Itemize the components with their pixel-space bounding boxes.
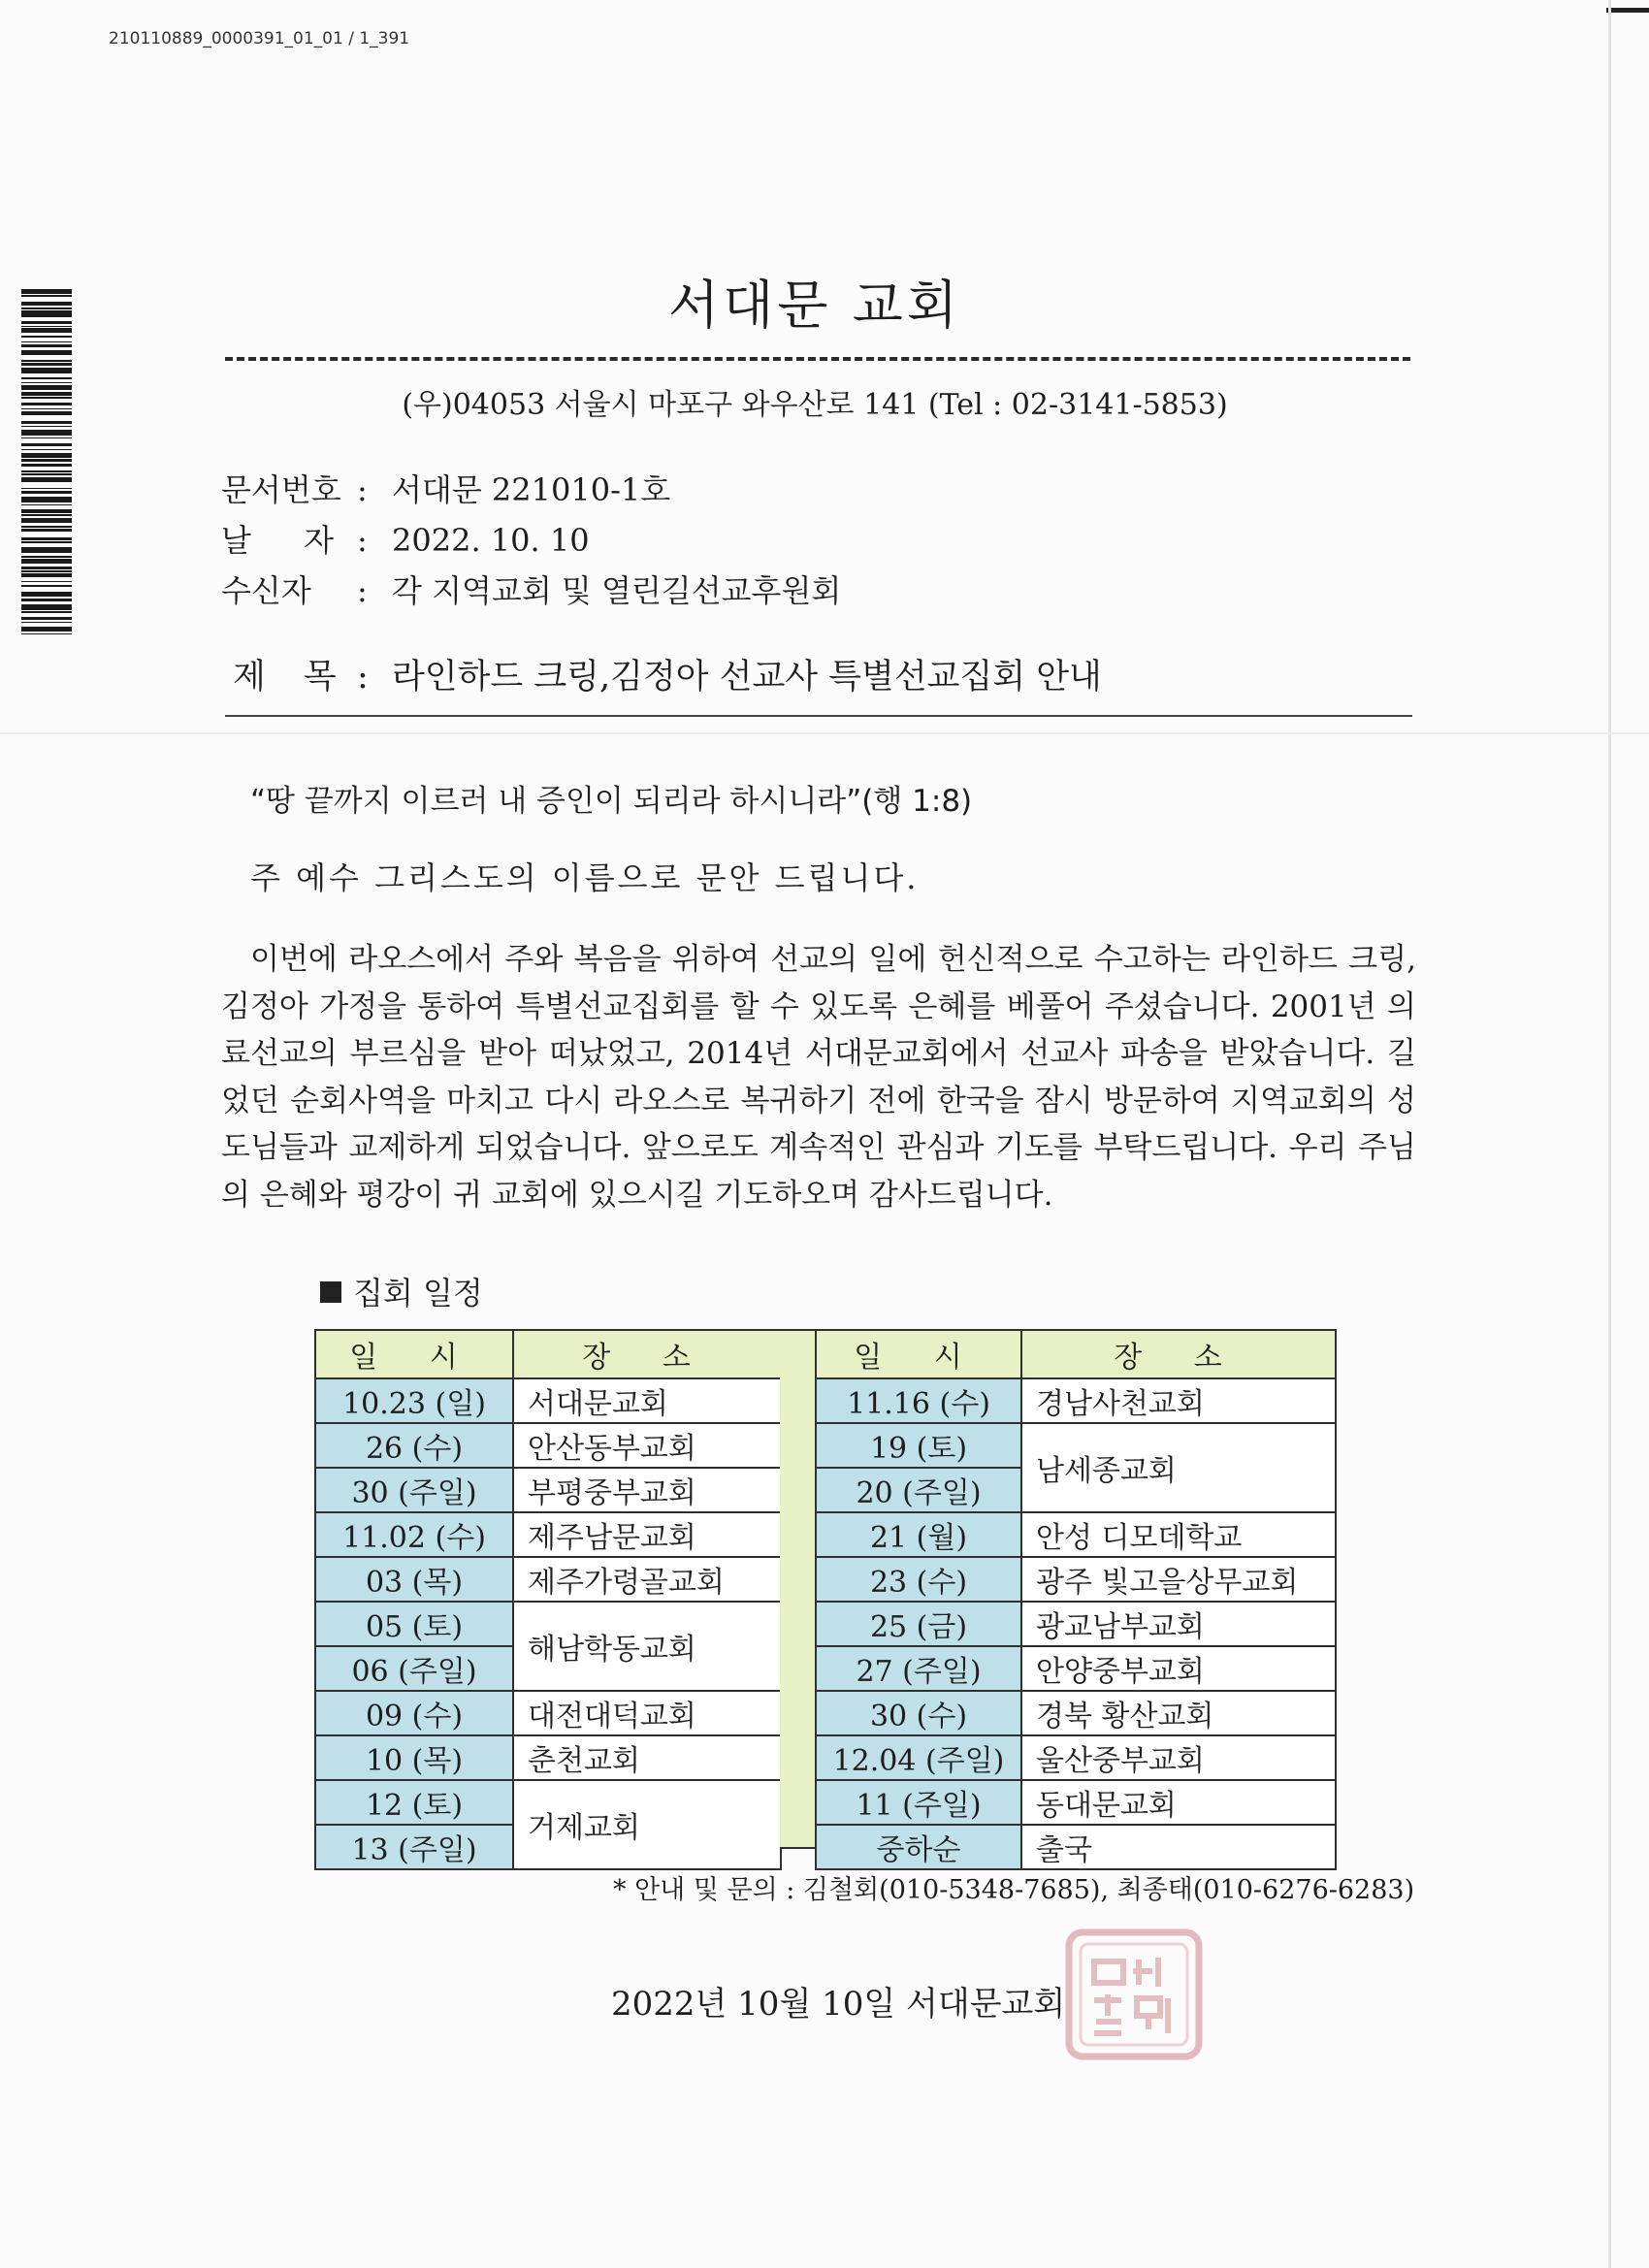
barcode-bar (21, 604, 72, 610)
schedule-date: 11.16 (수) (816, 1378, 1021, 1423)
barcode-bar (21, 341, 72, 343)
church-title: 서대문 교회 (668, 275, 961, 336)
barcode-bar (21, 344, 72, 347)
paper-fold-line (0, 732, 1649, 734)
subject-row (233, 650, 1102, 698)
barcode-bar (21, 611, 72, 613)
place-column-header: 장 소 (1021, 1330, 1336, 1378)
date-label: 날 자 (221, 522, 355, 559)
table-gutter (780, 1329, 815, 1849)
barcode-bar (21, 514, 72, 516)
barcode-bar (21, 622, 72, 624)
schedule-date: 중하순 (816, 1825, 1021, 1869)
barcode-bar (21, 547, 72, 553)
schedule-date: 23 (수) (816, 1557, 1021, 1602)
schedule-place: 춘천교회 (513, 1735, 781, 1780)
schedule-date: 12 (토) (315, 1780, 513, 1825)
doc-number-value: 서대문 221010-1호 (392, 471, 671, 508)
schedule-date: 25 (금) (816, 1602, 1021, 1646)
subject-colon: : (357, 658, 369, 697)
schedule-place: 경북 황산교회 (1021, 1691, 1336, 1735)
barcode-bar (21, 477, 72, 482)
schedule-date: 27 (주일) (816, 1646, 1021, 1691)
barcode-bar (21, 430, 72, 436)
church-address: (우)04053 서울시 마포구 와우산로 141 (Tel : 02-3141-5853) (402, 388, 1228, 422)
barcode-bar (21, 453, 72, 458)
schedule-place: 거제교회 (513, 1780, 781, 1869)
barcode-bar (21, 633, 72, 635)
barcode-bar (21, 488, 72, 490)
dashed-divider (225, 357, 1410, 361)
recipient-colon: : (357, 572, 368, 609)
schedule-date: 12.04 (주일) (816, 1735, 1021, 1780)
schedule-date: 13 (주일) (315, 1825, 513, 1869)
schedule-place: 출국 (1021, 1825, 1336, 1869)
barcode-bar (21, 518, 72, 523)
schedule-date: 05 (토) (315, 1602, 513, 1646)
barcode-bar (21, 473, 72, 475)
schedule-date: 21 (월) (816, 1512, 1021, 1557)
schedule-date: 03 (목) (315, 1557, 513, 1602)
date-column-header: 일 시 (816, 1330, 1021, 1378)
schedule-heading (320, 1269, 483, 1313)
barcode-bar (21, 426, 72, 428)
barcode-bar (21, 567, 72, 569)
body-paragraph: 이번에 라오스에서 주와 복음을 위하여 선교의 일에 헌신적으로 수고하는 라인하드 크링, 김정아 가정을 통하여 특별선교집회를 할 수 있도록 은혜를 베풀어 주셨습니다. 2001년 의료선교의 부르심을 받아 떠났었고, 2014년 서대문교회에서 선교사 파송을 받았습니다. 길었던 순회사역을 마치고 다시 라오스로 복귀하기 전에 한국을 잠시 방문하여 지역교회의 성도님들과 교제하게 되었습니다. 앞으로도 계속적인 관심과 기도를 부탁드립니다. 우리 주님의 은혜와 평강이 귀 교회에 있으시길 기도하오며 감사드립니다. (221, 942, 1416, 1213)
schedule-date: 20 (주일) (816, 1468, 1021, 1512)
barcode-bar (21, 592, 72, 597)
schedule-heading-text: 집회 일정 (353, 1275, 483, 1312)
barcode-bar (21, 559, 72, 564)
barcode-bar (21, 599, 72, 601)
barcode-bar (21, 570, 72, 572)
schedule-date: 11 (주일) (816, 1780, 1021, 1825)
barcode-bar (21, 350, 72, 355)
church-seal-stamp (1065, 1928, 1203, 2060)
schedule-date: 10 (목) (315, 1735, 513, 1780)
date-value: 2022. 10. 10 (392, 522, 590, 559)
schedule-place: 대전대덕교회 (513, 1691, 781, 1735)
barcode-bar (21, 581, 72, 583)
barcode-bar (21, 368, 72, 373)
schedule-date: 06 (주일) (315, 1646, 513, 1691)
barcode-bar (21, 459, 72, 462)
schedule-date: 10.23 (일) (315, 1378, 513, 1423)
contact-info: * 안내 및 문의 : 김철회(010-5348-7685), 최종태(010-6276-6283) (613, 1875, 1415, 1905)
schedule-place: 동대문교회 (1021, 1780, 1336, 1825)
schedule-place: 안산동부교회 (513, 1423, 781, 1468)
barcode-bar (21, 360, 72, 362)
barcode-bar (21, 504, 72, 506)
schedule-place: 안양중부교회 (1021, 1646, 1336, 1691)
doc-number-label: 문서번호 (221, 471, 341, 508)
date-column-header: 일 시 (315, 1330, 513, 1378)
barcode-bar (21, 363, 72, 366)
scripture-verse: “땅 끝까지 이르러 내 증인이 되리라 하시니라”(행 1:8) (250, 784, 973, 819)
barcode-bar (21, 585, 72, 587)
schedule-place: 제주남문교회 (513, 1512, 781, 1557)
barcode-bar (21, 491, 72, 494)
barcode-bar (21, 437, 72, 439)
schedule-place: 광주 빛고을상무교회 (1021, 1557, 1336, 1602)
barcode-bar (21, 509, 72, 512)
recipient-value: 각 지역교회 및 열린길선교후원회 (392, 572, 842, 609)
barcode-bar (21, 541, 72, 543)
barcode-bar (21, 470, 72, 472)
schedule-place: 울산중부교회 (1021, 1735, 1336, 1780)
schedule-place: 서대문교회 (513, 1378, 781, 1423)
schedule-place: 남세종교회 (1021, 1423, 1336, 1512)
schedule-table-right (815, 1329, 1337, 1870)
schedule-date: 26 (수) (315, 1423, 513, 1468)
barcode-bar (21, 449, 72, 451)
schedule-date: 30 (주일) (315, 1468, 513, 1512)
greeting: 주 예수 그리스도의 이름으로 문안 드립니다. (250, 859, 920, 896)
subject-underline (225, 715, 1412, 717)
barcode-bar (21, 627, 72, 632)
recipient-label: 수신자 (221, 572, 311, 609)
sign-off: 2022년 10월 10일 서대문교회 (611, 1985, 1066, 2024)
place-column-header: 장 소 (513, 1330, 781, 1378)
barcode-bar (21, 443, 72, 446)
barcode-bar (21, 497, 72, 502)
schedule-place: 제주가령골교회 (513, 1557, 781, 1602)
schedule-table (314, 1329, 1335, 1867)
barcode-bar (21, 377, 72, 379)
doc-number-row (221, 466, 670, 510)
schedule-date: 19 (토) (816, 1423, 1021, 1468)
barcode (21, 289, 72, 662)
schedule-table-left (314, 1329, 782, 1870)
date-colon: : (357, 522, 368, 559)
barcode-bar (21, 529, 72, 532)
square-bullet-icon (320, 1281, 341, 1303)
schedule-place: 안성 디모데학교 (1021, 1512, 1336, 1557)
schedule-date: 11.02 (수) (315, 1512, 513, 1557)
scan-edge-mark (1606, 8, 1649, 13)
barcode-bar (21, 573, 72, 576)
schedule-place: 경남사천교회 (1021, 1378, 1336, 1423)
recipient-row (221, 567, 841, 611)
page-edge-shadow (1608, 0, 1611, 2268)
barcode-bar (21, 617, 72, 620)
subject-label: 제 목 (233, 658, 350, 697)
schedule-place: 부평중부교회 (513, 1468, 781, 1512)
date-row (221, 516, 590, 561)
subject-value: 라인하드 크링,김정아 선교사 특별선교집회 안내 (392, 658, 1102, 697)
schedule-date: 09 (수) (315, 1691, 513, 1735)
barcode-bar (21, 464, 72, 467)
schedule-place: 광교남부교회 (1021, 1602, 1336, 1646)
doc-number-colon: : (357, 471, 368, 508)
barcode-bar (21, 537, 72, 540)
barcode-bar (21, 556, 72, 558)
schedule-place: 해남학동교회 (513, 1602, 781, 1691)
schedule-date: 30 (수) (816, 1691, 1021, 1735)
barcode-bar (21, 526, 72, 528)
scan-identifier: 210110889_0000391_01_01 / 1_391 (109, 29, 410, 49)
